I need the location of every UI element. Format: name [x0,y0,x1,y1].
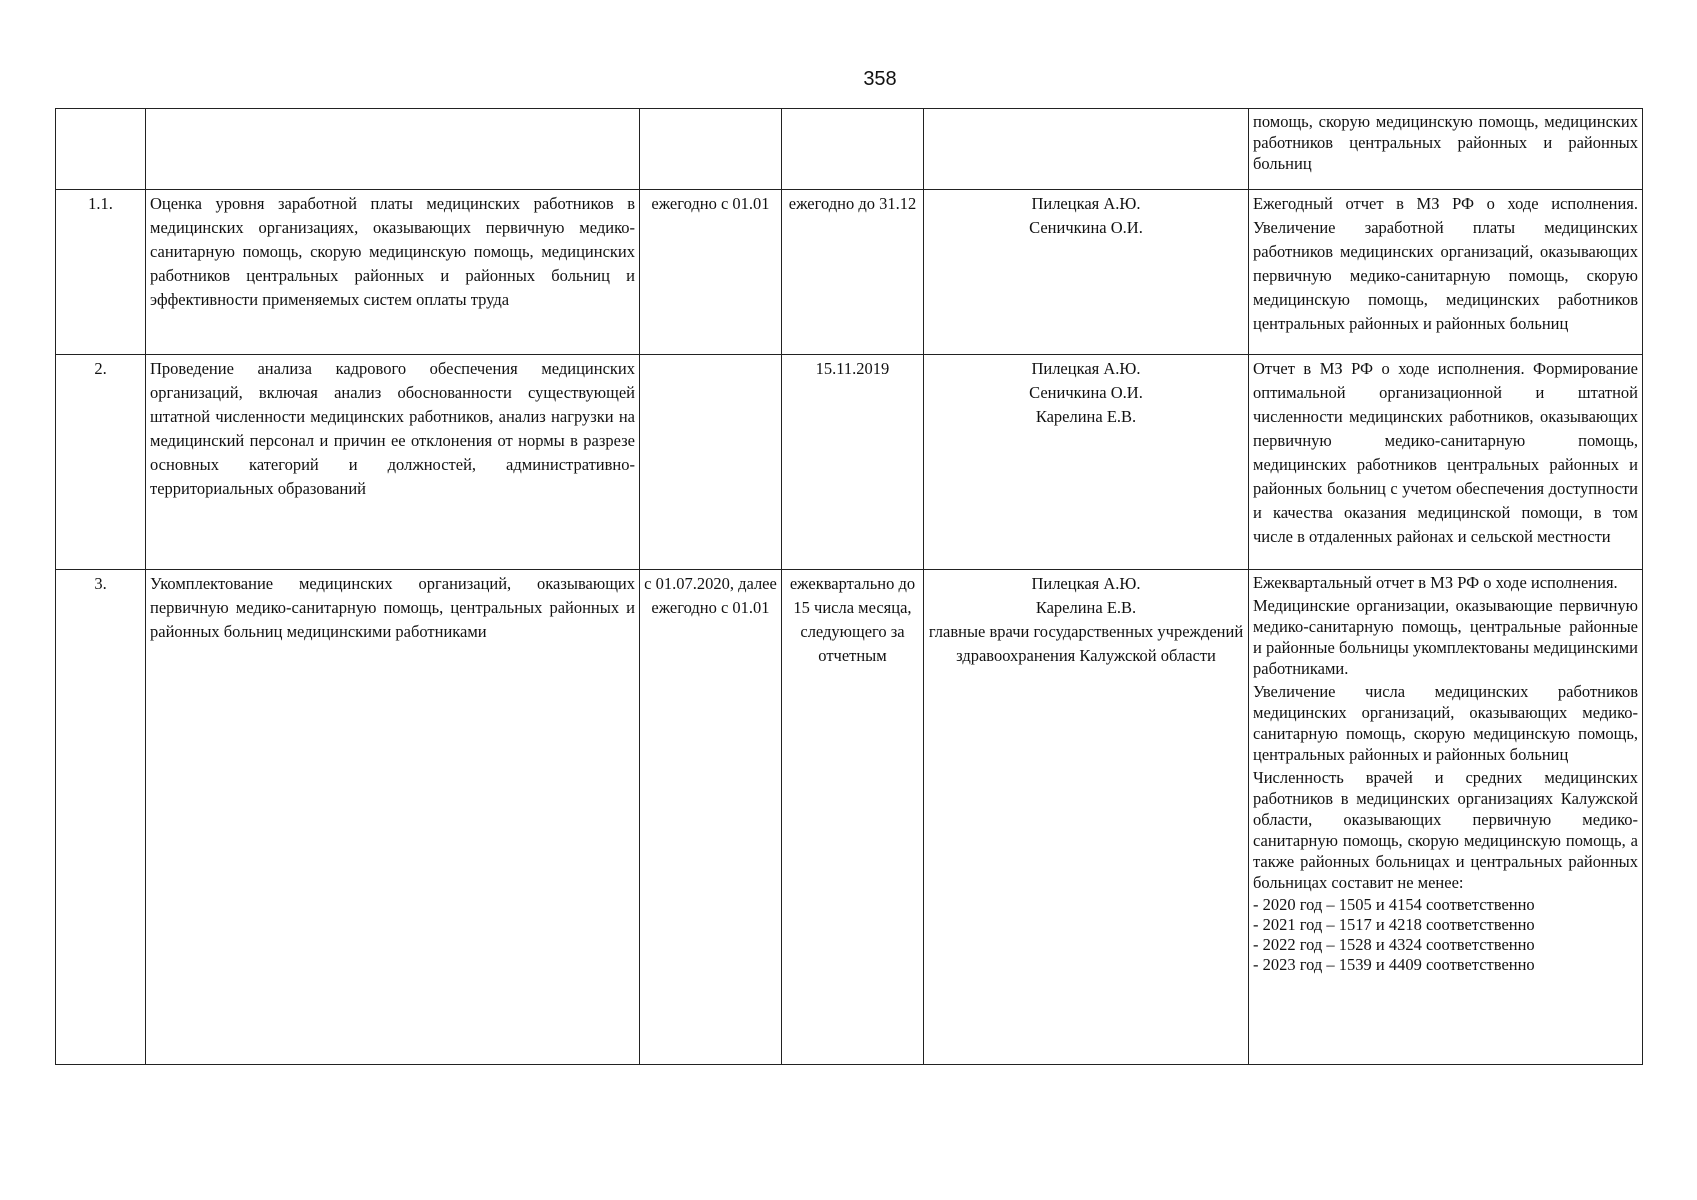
result-cell [1249,355,1643,570]
end-date-cell: 15.11.2019 [782,355,924,570]
table-row [56,355,1643,570]
start-date-cell: с 01.07.2020, далее ежегодно с 01.01 [640,570,782,1065]
result-paragraph: Отчет в МЗ РФ о ходе исполнения. Формирование оптимальной организационной и штатной численности медицинских работников, оказывающих первичную медико-санитарную помощь, медицинских работников центральных районных и районных больниц с учетом обеспечения доступности и качества оказания медицинской помощи, в том числе в отдаленных районах и сельской местности [1253,359,1638,546]
row-number: 2. [56,355,146,570]
page-number: 358 [863,68,897,90]
responsible-person: Сеничкина О.И. [1029,218,1143,237]
start-date-cell: ежегодно с 01.01 [640,190,782,355]
row-number: 1.1. [56,190,146,355]
responsible-person: Карелина Е.В. [1035,598,1137,617]
responsible-person: Пилецкая А.Ю. [1031,194,1141,213]
plan-table [55,108,1643,1065]
table-row [56,109,1643,190]
start-date-cell [640,355,782,570]
responsible-person: главные врачи государственных учреждений здравоохранения Калужской области [928,622,1244,665]
event-cell: Укомплектование медицинских организаций, оказывающих первичную медико-санитарную помощь, центральных районных и районных больниц медицинскими работниками [146,570,640,1065]
responsible-cell [924,570,1249,1065]
responsible-person: Карелина Е.В. [1035,407,1137,426]
row-number: 3. [56,570,146,1065]
responsible-person: Пилецкая А.Ю. [1031,574,1141,593]
result-paragraph: Численность врачей и средних медицинских работников в медицинских организациях Калужской области, оказывающих первичную медико-санитарную помощь, скорую медицинскую помощь, а также районных больницах и центральных районных больницах составит не менее: [1253,768,1638,892]
event-cell [146,109,640,190]
responsible-cell [924,190,1249,355]
event-cell: Оценка уровня заработной платы медицинских работников в медицинских организациях, оказывающих первичную медико-санитарную помощь, скорую медицинскую помощь, медицинских работников центральных районных и районных больниц и эффективности применяемых систем оплаты труда [146,190,640,355]
end-date-cell [782,109,924,190]
table-row [56,570,1643,1065]
end-date-cell: ежеквартально до 15 числа месяца, следующего за отчетным [782,570,924,1065]
result-paragraph: Увеличение числа медицинских работников медицинских организаций, оказывающих медико-санитарную помощь, скорую медицинскую помощь, центральных районных и районных больниц [1253,682,1638,764]
result-list-item: - 2022 год – 1528 и 4324 соответственно [1253,935,1535,954]
responsible-person: Сеничкина О.И. [1029,383,1143,402]
result-paragraph: помощь, скорую медицинскую помощь, медицинских работников центральных районных и районных больниц [1253,112,1638,173]
result-cell [1249,190,1643,355]
responsible-person: Пилецкая А.Ю. [1031,359,1141,378]
responsible-cell [924,109,1249,190]
start-date-cell [640,109,782,190]
result-cell [1249,570,1643,1065]
responsible-cell [924,355,1249,570]
end-date-cell: ежегодно до 31.12 [782,190,924,355]
row-number [56,109,146,190]
table-row [56,190,1643,355]
result-list-item: - 2020 год – 1505 и 4154 соответственно [1253,895,1535,914]
result-cell [1249,109,1643,190]
result-paragraph: Ежеквартальный отчет в МЗ РФ о ходе исполнения. [1253,573,1618,592]
result-paragraph: Ежегодный отчет в МЗ РФ о ходе исполнения. Увеличение заработной платы медицинских работников медицинских организаций, оказывающих первичную медико-санитарную помощь, скорую медицинскую помощь, медицинских работников центральных районных и районных больниц [1253,194,1638,333]
result-paragraph: Медицинские организации, оказывающие первичную медико-санитарную помощь, центральные районные и районные больницы укомплектованы медицинскими работниками. [1253,596,1638,678]
event-cell: Проведение анализа кадрового обеспечения медицинских организаций, включая анализ обоснованности существующей штатной численности медицинских работников, анализ нагрузки на медицинский персонал и причин ее отклонения от нормы в разрезе основных категорий и должностей, административно-территориальных образований [146,355,640,570]
result-list-item: - 2023 год – 1539 и 4409 соответственно [1253,955,1535,974]
result-list-item: - 2021 год – 1517 и 4218 соответственно [1253,915,1535,934]
